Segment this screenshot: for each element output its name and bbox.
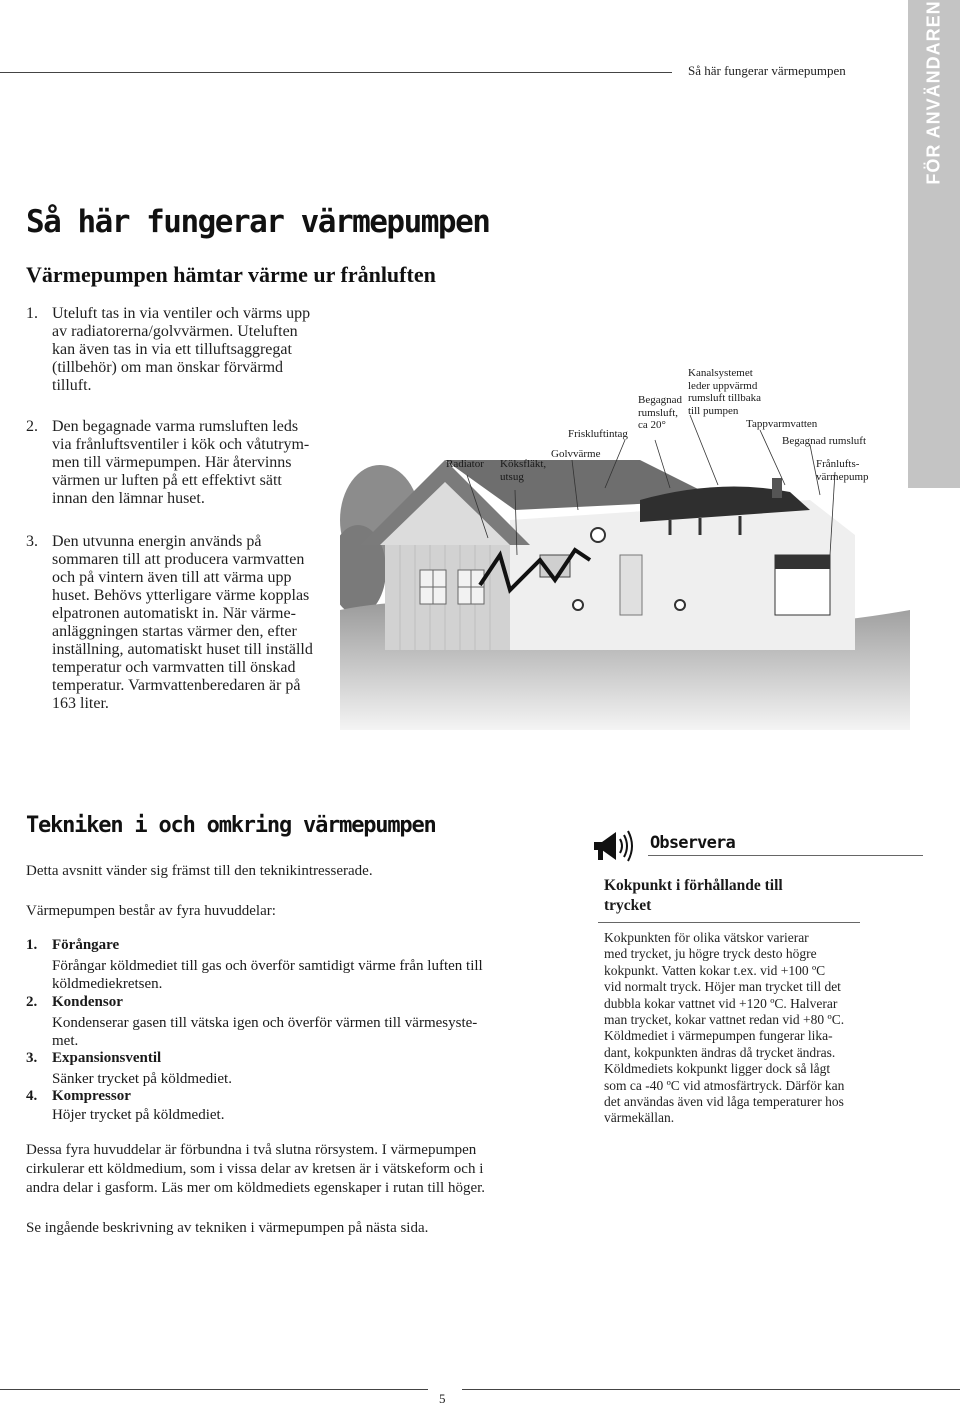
label-fresh-air-intake: Friskluftintag xyxy=(568,428,628,440)
side-tab-label: FÖR ANVÄNDAREN xyxy=(923,0,944,185)
note-divider xyxy=(598,922,860,923)
label-used-air-room: Begagnad rumsluft, ca 20° xyxy=(638,394,682,431)
step-text: Den utvunna energin används på sommaren till att producera varmvatten och på vintern även till att värma upp huset. Behövs ytterligare värme kopplas elpatronen automatiskt in. När värme- anläggningen startas värmer den, efter inställning, automatiskt huset till inställd temperatur och varmvatten till önskad temperatur. Varmvattenberedaren är på 163 liter. xyxy=(52,533,313,712)
door xyxy=(620,555,642,615)
page-subtitle: Värmepumpen hämtar värme ur frånluften xyxy=(26,262,436,287)
house-diagram xyxy=(340,360,910,730)
part-title: Förångare xyxy=(52,937,120,953)
running-head: Så här fungerar värmepumpen xyxy=(688,63,846,78)
step-text: Den begagnade varma rumsluften leds via frånluftsventiler i kök och våtutrym- men till värmepumpen. Här återvinns värmen ur luften på ett effektivt sätt innan den lämnar huset. xyxy=(52,418,310,507)
label-tap-water: Tappvarmvatten xyxy=(746,418,818,430)
step-number: 3. xyxy=(26,533,38,550)
closing-paragraph: Dessa fyra huvuddelar är förbundna i två slutna rörsystem. I värmepumpen cirkulerar ett köldmedium, som i vissa delar av kretsen är i vätskeform och i andra delar i gasform. Läs mer om köldmediets egenskaper i rutan till höger. xyxy=(26,1142,486,1196)
side-tab xyxy=(908,0,960,488)
label-floor-heating: Golvvärme xyxy=(551,448,601,460)
footer-rule xyxy=(462,1389,960,1390)
label-used-air: Begagnad rumsluft xyxy=(782,435,867,447)
page-title: Så här fungerar värmepumpen xyxy=(26,204,490,240)
step-number: 1. xyxy=(26,305,38,322)
page-number: 5 xyxy=(439,1391,446,1406)
part-description: Sänker trycket på köldmediet. xyxy=(52,1071,232,1087)
part-title: Kompressor xyxy=(52,1088,131,1104)
footer-rule xyxy=(0,1389,428,1390)
step-text: Uteluft tas in via ventiler och värms upp av radiatorerna/golvvärmen. Uteluften kan även tas in via ett tilluftsaggregat (tillbehör) om man önskar förvärmd tilluft. xyxy=(52,305,311,394)
section-title: Tekniken i och omkring värmepumpen xyxy=(26,813,436,838)
header-rule xyxy=(0,72,672,73)
label-duct-system: Kanalsystemet leder uppvärmd rumsluft tillbaka till pumpen xyxy=(688,367,762,417)
part-description: Kondenserar gasen till vätska igen och överför värmen till värmesyste- met. xyxy=(52,1015,478,1049)
house-illustration xyxy=(340,360,910,730)
section-intro-2: Värmepumpen består av fyra huvuddelar: xyxy=(26,903,276,919)
label-kitchen-fan: Köksfläkt, utsug xyxy=(500,458,547,483)
part-title: Kondensor xyxy=(52,994,123,1010)
part-description: Höjer trycket på köldmediet. xyxy=(52,1107,225,1123)
section-intro: Detta avsnitt vänder sig främst till den teknikintresserade. xyxy=(26,863,373,879)
part-description: Förångar köldmediet till gas och överför samtidigt värme från luften till köldmediekretsen. xyxy=(52,958,483,992)
label-radiator: Radiator xyxy=(446,458,484,470)
part-title: Expansionsventil xyxy=(52,1050,162,1066)
label-exhaust-heat-pump: Frånlufts- värmepump xyxy=(816,458,869,483)
note-heading: Kokpunkt i förhållande till trycket xyxy=(604,877,783,914)
step-number: 2. xyxy=(26,418,38,435)
note-rule xyxy=(648,855,923,856)
next-page-note: Se ingående beskrivning av tekniken i värmepumpen på nästa sida. xyxy=(26,1220,429,1236)
note-title: Observera xyxy=(650,833,735,853)
megaphone-icon xyxy=(590,826,640,866)
note-body: Kokpunkten för olika vätskor varierar med trycket, ju högre tryck desto högre kokpunkt. Vatten kokar t.ex. vid +100 ºC vid normalt tryck. Höjer man trycket till det dubbla kokar vattnet vid +120 ºC. Halverar man trycket, kokar vattnet redan vid +80 ºC. Köldmediet i värmepumpen fungerar lika- dant, kokpunkten ändras då trycket ändras. Köldmediets kokpunkt ligger dock så lågt som ca -40 ºC vid atmosfärtryck. Därför kan det användas även vid låga temperaturer hos värmekällan. xyxy=(604,930,845,1126)
